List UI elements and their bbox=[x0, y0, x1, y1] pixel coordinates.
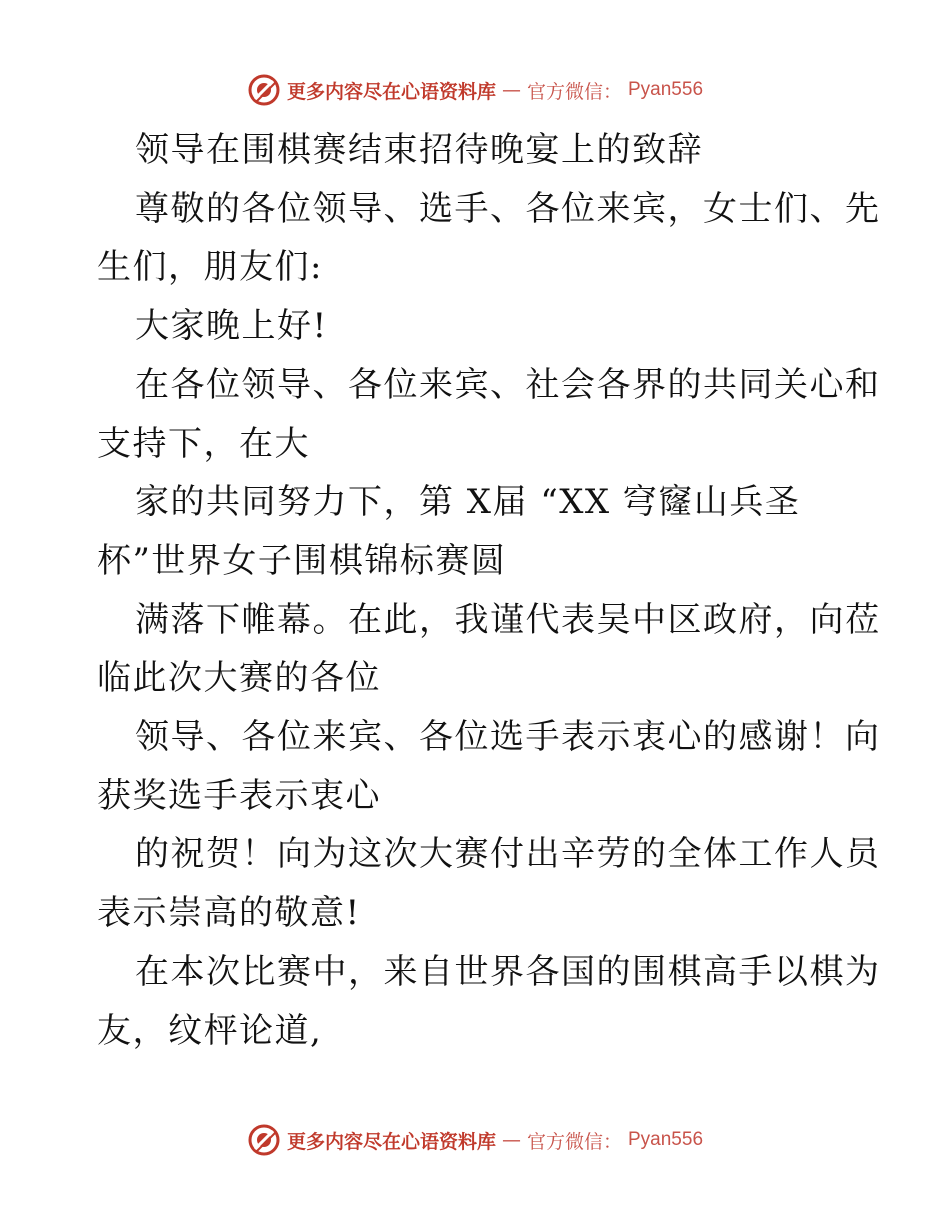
document-line: 领导、各位来宾、各位选手表示衷心的感谢！向 bbox=[135, 717, 881, 758]
header-separator: — bbox=[501, 79, 521, 101]
document-line: 获奖选手表示衷心 bbox=[97, 775, 381, 816]
document-line: 尊敬的各位领导、选手、各位来宾，女士们、先 bbox=[135, 188, 881, 229]
footer-separator: — bbox=[501, 1129, 521, 1151]
footer-wechat-label: 官方微信： bbox=[526, 1130, 622, 1153]
document-line: 生们，朋友们: bbox=[97, 247, 323, 288]
document-line: 在本次比赛中，来自世界各国的围棋高手以棋为 bbox=[135, 951, 881, 992]
document-line: 在各位领导、各位来宾、社会各界的共同关心和 bbox=[135, 364, 881, 405]
header-brand-text: 更多内容尽在心语资料库 bbox=[286, 80, 496, 103]
header-wechat-id: Pyan556 bbox=[628, 79, 704, 100]
document-line: 满落下帷幕。在此，我谨代表吴中区政府，向莅 bbox=[135, 599, 881, 640]
document-line: 杯”世界女子围棋锦标赛圆 bbox=[97, 540, 507, 581]
footer-brand-text: 更多内容尽在心语资料库 bbox=[286, 1130, 496, 1153]
brand-logo-icon bbox=[247, 73, 281, 107]
document-line: 临此次大赛的各位 bbox=[97, 658, 381, 699]
footer-watermark bbox=[0, 1120, 950, 1160]
document-line: 大家晚上好! bbox=[135, 306, 328, 347]
document-line: 家的共同努力下，第 X届 “XX 穹窿山兵圣 bbox=[135, 482, 801, 523]
document-line: 的祝贺！向为这次大赛付出辛劳的全体工作人员 bbox=[135, 834, 881, 875]
document-title: 领导在围棋赛结束招待晚宴上的致辞 bbox=[135, 130, 703, 170]
footer-wechat-id: Pyan556 bbox=[628, 1129, 704, 1150]
document-line: 支持下，在大 bbox=[97, 423, 310, 464]
brand-logo-icon bbox=[247, 1123, 281, 1157]
document-line: 友，纹枰论道, bbox=[97, 1010, 323, 1051]
header-watermark bbox=[0, 70, 950, 110]
header-wechat-label: 官方微信： bbox=[526, 80, 622, 103]
document-line: 表示崇高的敬意! bbox=[97, 893, 361, 934]
document-body bbox=[97, 121, 881, 1060]
